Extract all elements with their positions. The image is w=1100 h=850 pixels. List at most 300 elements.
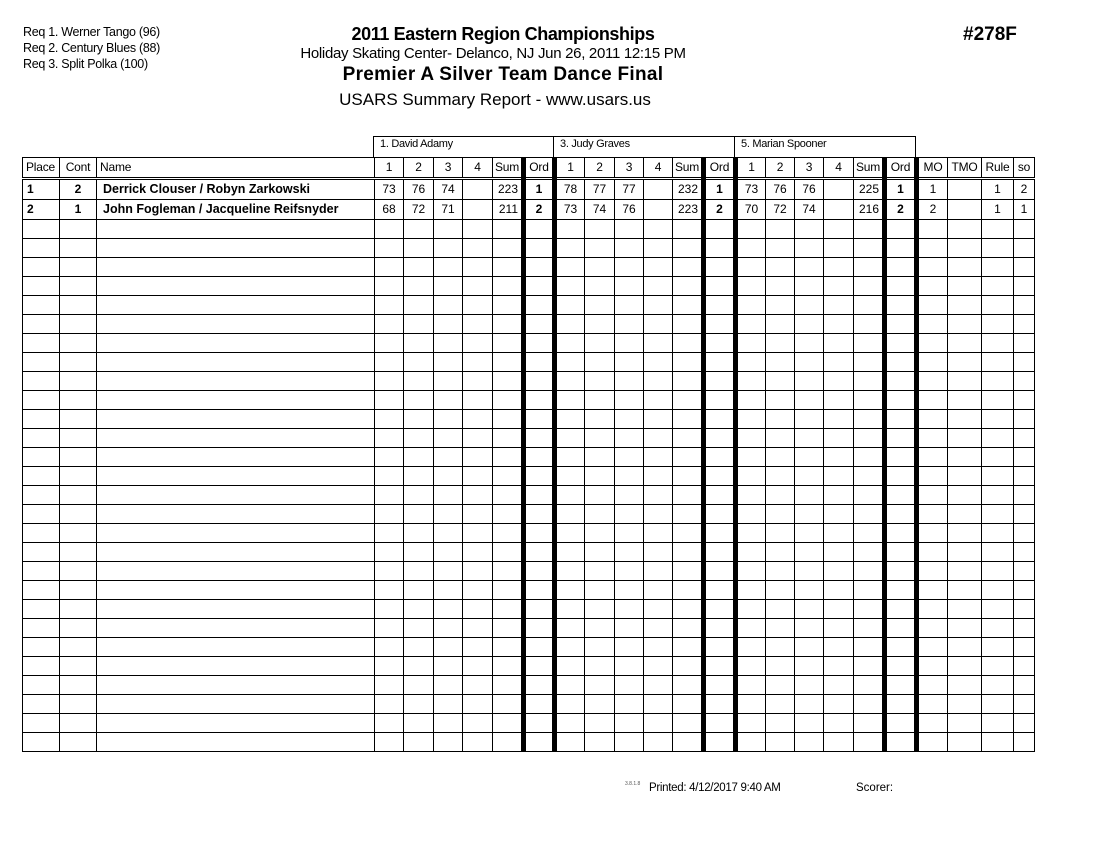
empty-cell: [982, 258, 1014, 277]
empty-cell: [854, 448, 885, 467]
empty-table-row: [23, 600, 1035, 619]
empty-cell: [615, 448, 644, 467]
empty-cell: [673, 429, 704, 448]
empty-cell: [854, 391, 885, 410]
score-cell: 73: [375, 179, 404, 200]
empty-cell: [375, 600, 404, 619]
empty-cell: [1014, 486, 1035, 505]
empty-cell: [493, 448, 524, 467]
empty-cell: [60, 315, 97, 334]
empty-cell: [375, 429, 404, 448]
mo-cell: 2: [917, 200, 948, 220]
empty-cell: [795, 391, 824, 410]
empty-cell: [404, 296, 434, 315]
empty-cell: [736, 277, 766, 296]
empty-cell: [97, 695, 375, 714]
empty-cell: [736, 676, 766, 695]
empty-cell: [824, 353, 854, 372]
empty-cell: [555, 714, 585, 733]
empty-cell: [404, 391, 434, 410]
empty-cell: [766, 220, 795, 239]
empty-cell: [524, 315, 555, 334]
col-header-cont: Cont: [60, 158, 97, 179]
score-cell: [463, 179, 493, 200]
empty-cell: [644, 600, 673, 619]
empty-cell: [585, 505, 615, 524]
empty-cell: [23, 733, 60, 752]
score-cell: 74: [434, 179, 463, 200]
empty-cell: [434, 600, 463, 619]
empty-cell: [736, 258, 766, 277]
col-header-name: Name: [97, 158, 375, 179]
empty-cell: [704, 372, 736, 391]
empty-cell: [795, 619, 824, 638]
empty-cell: [948, 714, 982, 733]
empty-cell: [463, 657, 493, 676]
col-header-j2-sum: Sum: [673, 158, 704, 179]
empty-cell: [885, 657, 917, 676]
empty-cell: [493, 543, 524, 562]
empty-cell: [824, 372, 854, 391]
empty-cell: [673, 505, 704, 524]
empty-cell: [97, 315, 375, 334]
empty-cell: [1014, 619, 1035, 638]
empty-cell: [463, 467, 493, 486]
judge-header-1: 1. David Adamy: [373, 136, 554, 157]
empty-cell: [434, 714, 463, 733]
empty-cell: [60, 581, 97, 600]
empty-cell: [585, 334, 615, 353]
empty-cell: [644, 429, 673, 448]
empty-cell: [404, 733, 434, 752]
empty-cell: [434, 562, 463, 581]
ordinal-cell: 1: [885, 179, 917, 200]
empty-cell: [704, 543, 736, 562]
empty-cell: [375, 486, 404, 505]
empty-cell: [736, 505, 766, 524]
empty-cell: [493, 562, 524, 581]
ordinal-cell: 1: [704, 179, 736, 200]
empty-cell: [97, 391, 375, 410]
empty-table-row: [23, 638, 1035, 657]
empty-cell: [736, 410, 766, 429]
empty-cell: [434, 467, 463, 486]
empty-cell: [673, 676, 704, 695]
col-header-place: Place: [23, 158, 60, 179]
empty-cell: [463, 296, 493, 315]
empty-cell: [854, 733, 885, 752]
empty-cell: [463, 524, 493, 543]
empty-cell: [524, 391, 555, 410]
empty-cell: [493, 296, 524, 315]
empty-cell: [97, 581, 375, 600]
empty-cell: [917, 600, 948, 619]
empty-cell: [434, 695, 463, 714]
empty-cell: [615, 733, 644, 752]
empty-cell: [493, 581, 524, 600]
empty-cell: [434, 524, 463, 543]
empty-cell: [673, 543, 704, 562]
empty-cell: [795, 657, 824, 676]
empty-cell: [615, 486, 644, 505]
empty-cell: [704, 277, 736, 296]
empty-cell: [585, 239, 615, 258]
empty-cell: [644, 638, 673, 657]
score-cell: 78: [555, 179, 585, 200]
empty-cell: [375, 315, 404, 334]
empty-cell: [434, 581, 463, 600]
empty-cell: [948, 296, 982, 315]
empty-table-row: [23, 277, 1035, 296]
empty-table-row: [23, 676, 1035, 695]
sum-cell: 223: [673, 200, 704, 220]
empty-cell: [555, 391, 585, 410]
empty-cell: [673, 334, 704, 353]
score-cell: 76: [615, 200, 644, 220]
empty-cell: [854, 372, 885, 391]
empty-cell: [644, 334, 673, 353]
empty-cell: [615, 220, 644, 239]
empty-cell: [585, 391, 615, 410]
empty-cell: [948, 429, 982, 448]
empty-cell: [493, 714, 524, 733]
score-cell: 73: [555, 200, 585, 220]
empty-cell: [555, 239, 585, 258]
empty-cell: [982, 505, 1014, 524]
empty-cell: [736, 334, 766, 353]
empty-cell: [404, 277, 434, 296]
results-table: [22, 157, 1035, 752]
tmo-cell: [948, 179, 982, 200]
empty-cell: [948, 543, 982, 562]
empty-cell: [644, 448, 673, 467]
empty-cell: [644, 391, 673, 410]
empty-cell: [404, 372, 434, 391]
empty-cell: [1014, 334, 1035, 353]
empty-cell: [982, 353, 1014, 372]
empty-cell: [555, 562, 585, 581]
empty-cell: [736, 638, 766, 657]
empty-cell: [585, 733, 615, 752]
empty-cell: [673, 410, 704, 429]
empty-cell: [375, 391, 404, 410]
empty-cell: [736, 714, 766, 733]
score-cell: [644, 179, 673, 200]
empty-cell: [60, 353, 97, 372]
empty-cell: [434, 353, 463, 372]
empty-cell: [766, 600, 795, 619]
empty-cell: [948, 581, 982, 600]
empty-cell: [493, 315, 524, 334]
empty-cell: [555, 486, 585, 505]
col-header-j2-2: 2: [585, 158, 615, 179]
empty-table-row: [23, 372, 1035, 391]
empty-cell: [673, 619, 704, 638]
empty-cell: [585, 353, 615, 372]
empty-cell: [60, 334, 97, 353]
empty-cell: [644, 220, 673, 239]
empty-cell: [1014, 353, 1035, 372]
empty-cell: [885, 695, 917, 714]
ordinal-cell: 2: [885, 200, 917, 220]
empty-cell: [1014, 695, 1035, 714]
empty-cell: [23, 353, 60, 372]
empty-cell: [795, 581, 824, 600]
empty-cell: [885, 619, 917, 638]
empty-cell: [766, 619, 795, 638]
empty-cell: [795, 296, 824, 315]
empty-table-row: [23, 714, 1035, 733]
empty-cell: [375, 239, 404, 258]
empty-cell: [615, 714, 644, 733]
empty-cell: [736, 657, 766, 676]
empty-cell: [555, 619, 585, 638]
empty-cell: [704, 486, 736, 505]
empty-cell: [824, 220, 854, 239]
empty-cell: [434, 657, 463, 676]
printed-timestamp: Printed: 4/12/2017 9:40 AM: [649, 782, 781, 794]
empty-cell: [434, 505, 463, 524]
empty-cell: [60, 543, 97, 562]
empty-cell: [585, 714, 615, 733]
empty-cell: [375, 714, 404, 733]
empty-cell: [375, 695, 404, 714]
empty-table-row: [23, 239, 1035, 258]
empty-cell: [824, 296, 854, 315]
empty-cell: [854, 296, 885, 315]
empty-cell: [555, 657, 585, 676]
score-cell: 76: [404, 179, 434, 200]
empty-cell: [615, 258, 644, 277]
empty-cell: [615, 372, 644, 391]
empty-cell: [524, 448, 555, 467]
empty-cell: [673, 239, 704, 258]
empty-cell: [736, 239, 766, 258]
empty-cell: [766, 638, 795, 657]
empty-cell: [948, 733, 982, 752]
empty-cell: [885, 277, 917, 296]
empty-cell: [524, 524, 555, 543]
empty-cell: [673, 353, 704, 372]
score-cell: 74: [585, 200, 615, 220]
empty-cell: [60, 410, 97, 429]
empty-cell: [463, 315, 493, 334]
empty-cell: [493, 258, 524, 277]
empty-cell: [23, 239, 60, 258]
empty-cell: [948, 334, 982, 353]
empty-cell: [854, 524, 885, 543]
empty-cell: [917, 296, 948, 315]
empty-cell: [736, 619, 766, 638]
empty-cell: [493, 486, 524, 505]
empty-cell: [463, 258, 493, 277]
empty-cell: [555, 600, 585, 619]
empty-cell: [375, 372, 404, 391]
empty-cell: [524, 486, 555, 505]
empty-cell: [585, 581, 615, 600]
score-cell: 76: [766, 179, 795, 200]
so-cell: 1: [1014, 200, 1035, 220]
empty-cell: [917, 581, 948, 600]
empty-cell: [644, 467, 673, 486]
empty-cell: [524, 562, 555, 581]
event-number: #278F: [963, 24, 1017, 45]
empty-cell: [615, 429, 644, 448]
venue-date-line: Holiday Skating Center- Delanco, NJ Jun 26, 2011 12:15 PM: [300, 45, 686, 62]
empty-cell: [375, 733, 404, 752]
empty-cell: [1014, 467, 1035, 486]
tmo-cell: [948, 200, 982, 220]
empty-cell: [644, 486, 673, 505]
empty-cell: [982, 429, 1014, 448]
empty-cell: [524, 277, 555, 296]
empty-cell: [97, 334, 375, 353]
empty-cell: [704, 695, 736, 714]
empty-cell: [463, 676, 493, 695]
empty-cell: [615, 695, 644, 714]
empty-cell: [766, 657, 795, 676]
empty-cell: [463, 429, 493, 448]
empty-cell: [982, 486, 1014, 505]
empty-cell: [766, 467, 795, 486]
empty-cell: [555, 334, 585, 353]
empty-cell: [555, 410, 585, 429]
empty-cell: [982, 220, 1014, 239]
empty-table-row: [23, 334, 1035, 353]
empty-cell: [982, 676, 1014, 695]
empty-cell: [585, 486, 615, 505]
empty-cell: [704, 239, 736, 258]
empty-cell: [1014, 543, 1035, 562]
col-header-j1-sum: Sum: [493, 158, 524, 179]
empty-cell: [463, 695, 493, 714]
empty-cell: [555, 296, 585, 315]
empty-cell: [1014, 220, 1035, 239]
empty-cell: [97, 543, 375, 562]
col-header-j1-2: 2: [404, 158, 434, 179]
empty-cell: [375, 638, 404, 657]
empty-cell: [854, 486, 885, 505]
empty-cell: [917, 695, 948, 714]
empty-cell: [97, 619, 375, 638]
empty-cell: [885, 334, 917, 353]
empty-cell: [795, 695, 824, 714]
empty-table-row: [23, 467, 1035, 486]
empty-cell: [795, 315, 824, 334]
empty-cell: [736, 429, 766, 448]
empty-cell: [97, 676, 375, 695]
empty-cell: [23, 486, 60, 505]
empty-cell: [948, 220, 982, 239]
empty-cell: [885, 391, 917, 410]
empty-cell: [766, 429, 795, 448]
empty-cell: [704, 429, 736, 448]
empty-cell: [948, 448, 982, 467]
empty-cell: [555, 543, 585, 562]
empty-cell: [917, 391, 948, 410]
empty-cell: [463, 448, 493, 467]
empty-cell: [97, 296, 375, 315]
empty-cell: [704, 334, 736, 353]
empty-cell: [555, 258, 585, 277]
score-cell: 77: [615, 179, 644, 200]
empty-cell: [948, 391, 982, 410]
empty-cell: [982, 372, 1014, 391]
empty-cell: [766, 239, 795, 258]
empty-cell: [736, 315, 766, 334]
empty-cell: [824, 676, 854, 695]
empty-cell: [704, 315, 736, 334]
empty-cell: [736, 524, 766, 543]
empty-cell: [673, 695, 704, 714]
empty-cell: [23, 315, 60, 334]
empty-cell: [493, 353, 524, 372]
score-cell: [824, 179, 854, 200]
empty-cell: [463, 391, 493, 410]
empty-cell: [885, 562, 917, 581]
score-cell: [463, 200, 493, 220]
empty-cell: [766, 391, 795, 410]
empty-cell: [673, 258, 704, 277]
empty-cell: [948, 372, 982, 391]
empty-cell: [493, 676, 524, 695]
empty-cell: [766, 277, 795, 296]
empty-cell: [824, 733, 854, 752]
empty-cell: [673, 524, 704, 543]
empty-cell: [23, 695, 60, 714]
empty-cell: [463, 372, 493, 391]
ordinal-cell: 2: [524, 200, 555, 220]
empty-cell: [404, 505, 434, 524]
empty-cell: [824, 448, 854, 467]
empty-cell: [463, 638, 493, 657]
empty-cell: [615, 467, 644, 486]
empty-cell: [585, 638, 615, 657]
empty-cell: [673, 733, 704, 752]
empty-cell: [673, 600, 704, 619]
empty-table-row: [23, 562, 1035, 581]
empty-cell: [434, 220, 463, 239]
empty-cell: [673, 277, 704, 296]
col-header-j1-3: 3: [434, 158, 463, 179]
empty-cell: [885, 600, 917, 619]
empty-table-row: [23, 296, 1035, 315]
empty-cell: [60, 258, 97, 277]
empty-cell: [795, 714, 824, 733]
empty-cell: [60, 220, 97, 239]
empty-cell: [404, 315, 434, 334]
empty-cell: [375, 448, 404, 467]
empty-table-row: [23, 410, 1035, 429]
empty-cell: [585, 524, 615, 543]
empty-cell: [948, 657, 982, 676]
empty-cell: [493, 410, 524, 429]
empty-cell: [375, 258, 404, 277]
empty-cell: [736, 486, 766, 505]
empty-cell: [824, 334, 854, 353]
empty-cell: [917, 220, 948, 239]
sum-cell: 232: [673, 179, 704, 200]
empty-cell: [644, 619, 673, 638]
empty-cell: [555, 277, 585, 296]
empty-cell: [493, 695, 524, 714]
empty-cell: [795, 448, 824, 467]
empty-cell: [795, 372, 824, 391]
empty-cell: [1014, 410, 1035, 429]
judge-header-2: 3. Judy Graves: [553, 136, 735, 157]
empty-cell: [524, 733, 555, 752]
empty-cell: [644, 353, 673, 372]
